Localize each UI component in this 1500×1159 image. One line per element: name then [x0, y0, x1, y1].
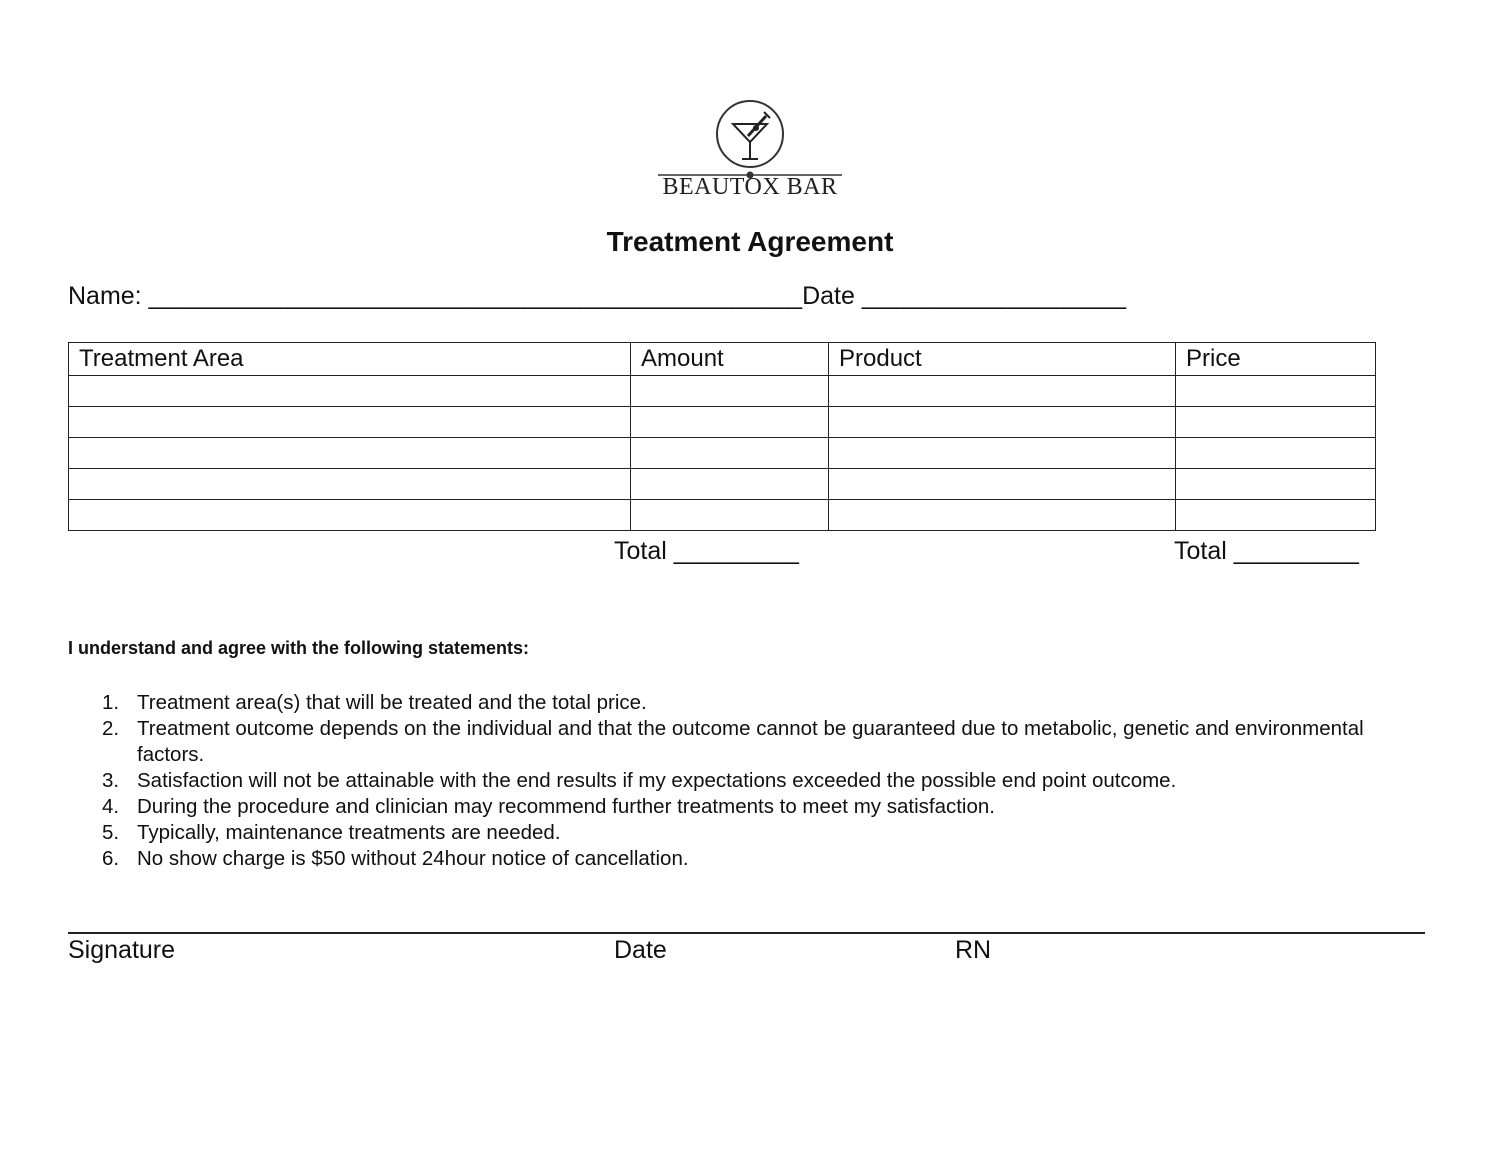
treatment-table: [68, 342, 1376, 531]
list-item-number: 3.: [102, 769, 120, 792]
cell-treatment-area[interactable]: [69, 376, 631, 407]
cell-amount[interactable]: [631, 500, 829, 531]
table-row: [69, 376, 1376, 407]
table-row: [69, 407, 1376, 438]
cell-amount[interactable]: [631, 469, 829, 500]
rn-label: RN: [955, 936, 992, 964]
signature-line[interactable]: [68, 932, 1425, 934]
cell-amount[interactable]: [631, 407, 829, 438]
name-label: Name:: [68, 282, 142, 310]
list-item-number: 5.: [102, 821, 120, 844]
cell-treatment-area[interactable]: [69, 407, 631, 438]
price-total[interactable]: Total _________: [1174, 537, 1359, 565]
cell-product[interactable]: [829, 438, 1176, 469]
list-item-text: Treatment outcome depends on the individual and that the outcome cannot be guaranteed due to metabolic, genetic and environmental factors.: [137, 717, 1364, 766]
list-item-text: No show charge is $50 without 24hour notice of cancellation.: [137, 847, 689, 870]
amount-total[interactable]: Total _________: [614, 537, 799, 565]
cell-treatment-area[interactable]: [69, 469, 631, 500]
header-price: Price: [1176, 343, 1376, 376]
cell-product[interactable]: [829, 500, 1176, 531]
list-item: [68, 716, 1368, 768]
agreement-intro: I understand and agree with the following statements:: [68, 638, 530, 658]
cell-treatment-area[interactable]: [69, 500, 631, 531]
signature-date-label: Date: [614, 936, 667, 964]
statement-list: [68, 690, 1368, 872]
table-row: [69, 500, 1376, 531]
signature-label: Signature: [68, 936, 176, 964]
list-item-text: Treatment area(s) that will be treated and the total price.: [137, 691, 647, 714]
header-product: Product: [829, 343, 1176, 376]
list-item: [68, 690, 1368, 716]
cell-price[interactable]: [1176, 376, 1376, 407]
list-item: [68, 768, 1368, 794]
cell-treatment-area[interactable]: [69, 438, 631, 469]
brand-name: BEAUTOX BAR: [662, 174, 838, 200]
date-label: Date: [802, 282, 855, 310]
date-field[interactable]: ___________________: [861, 282, 1127, 310]
cell-price[interactable]: [1176, 500, 1376, 531]
name-field[interactable]: _______________________________________________: [148, 282, 803, 310]
list-item-text: Typically, maintenance treatments are needed.: [137, 821, 561, 844]
cell-price[interactable]: [1176, 469, 1376, 500]
cell-price[interactable]: [1176, 407, 1376, 438]
list-item-number: 4.: [102, 795, 120, 818]
cell-amount[interactable]: [631, 376, 829, 407]
list-item-number: 6.: [102, 847, 120, 870]
cell-product[interactable]: [829, 469, 1176, 500]
header-treatment-area: Treatment Area: [69, 343, 631, 376]
table-header-row: [69, 343, 1376, 376]
header-amount: Amount: [631, 343, 829, 376]
list-item: [68, 794, 1368, 820]
list-item: [68, 820, 1368, 846]
list-item-number: 1.: [102, 691, 120, 714]
cell-product[interactable]: [829, 407, 1176, 438]
list-item-text: Satisfaction will not be attainable with the end results if my expectations exceeded the possible end point outcome.: [137, 769, 1177, 792]
cell-price[interactable]: [1176, 438, 1376, 469]
table-row: [69, 469, 1376, 500]
name-date-line: [68, 282, 1126, 311]
list-item: [68, 846, 1368, 872]
page-title: Treatment Agreement: [606, 226, 894, 257]
cell-amount[interactable]: [631, 438, 829, 469]
list-item-number: 2.: [102, 717, 120, 740]
table-row: [69, 438, 1376, 469]
cell-product[interactable]: [829, 376, 1176, 407]
list-item-text: During the procedure and clinician may recommend further treatments to meet my satisfaction.: [137, 795, 995, 818]
